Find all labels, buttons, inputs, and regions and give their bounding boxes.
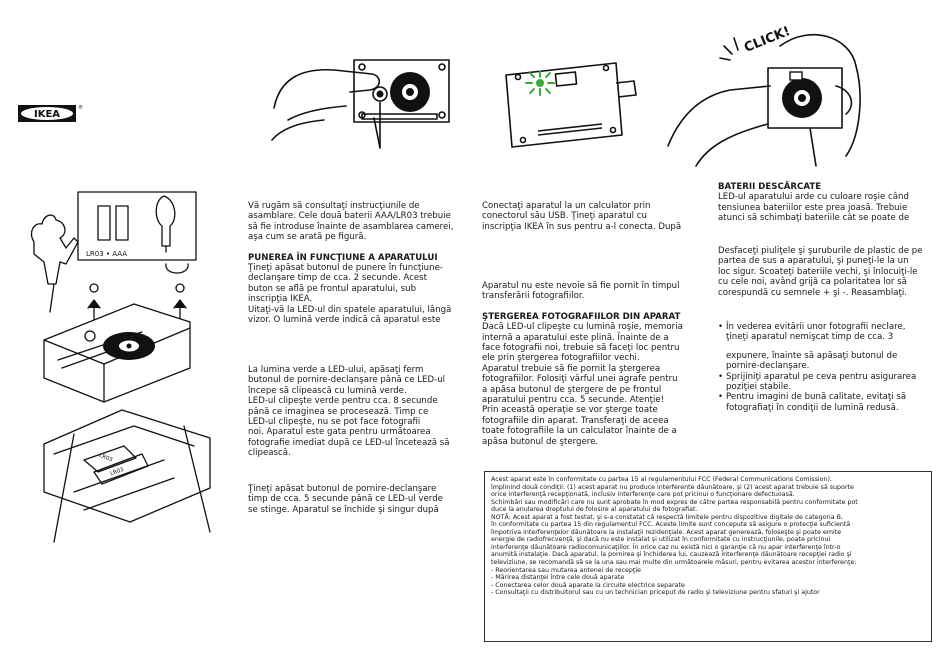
off-text: Ţineţi apăsat butonul de pornire-declanşare timp de cca. 5 secunde până ce LED-ul verde se stinge. Aparatul se închide şi singur după [248, 484, 443, 515]
battery-section [718, 182, 943, 224]
delete-heading: ŞTERGEREA FOTOGRAFIILOR DIN APARAT [482, 311, 681, 322]
tips-section [718, 322, 943, 413]
led-illustration [498, 55, 648, 150]
tip-1: • În vederea evitării unor fotografii neclare, ţineţi aparatul nemişcat timp de cca. 3 [718, 322, 943, 343]
power-heading: PUNEREA ÎN FUNCŢIUNE A APARATULUI [248, 252, 438, 263]
transfer-text: Aparatul nu este nevoie să fie pornit în timpul transferării fotografiilor. [482, 281, 680, 302]
battery-label-1: LR03 [98, 452, 114, 464]
registered-mark: ® [78, 105, 83, 111]
battery-text: LED-ul aparatului arde cu culoare roşie când tensiunea bateriilor este prea joasă. Trebuie atunci să schimbaţi bateriile cât se poate de [718, 192, 910, 224]
power-text: Ţineţi apăsat butonul de punere în funcţiune- declanşare timp de cca. 2 secunde. Acest buton se află pe frontul aparatului, sub inscripţia IKEA. Uitaţi-vă la LED-ul din spatele aparatului, lângă vizor. O lumină verde indică că aparatul este [248, 263, 452, 326]
shoot-section [248, 365, 478, 459]
off-section [248, 484, 478, 515]
taking-photo-illustration [660, 6, 890, 174]
fcc-notice-box [484, 471, 932, 642]
battery-label-2: LR03 [109, 466, 125, 478]
replace-text: Desfaceţi piuliţele şi şuruburile de plastic de pe partea de sus a aparatului, şi puneţi-le la un loc sigur. Scoateţi bateriile vechi, şi înlocuiţi-le cu cele noi, având grijă ca polaritatea lor să corespundă cu semnele + şi -. Reasamblaţi. [718, 246, 923, 298]
tip-1-continued: expunere, înainte să apăsaţi butonul de pornire-declanşare. [726, 350, 898, 372]
column-power [248, 201, 478, 325]
battery-heading: BATERII DESCĂRCATE [718, 182, 822, 192]
column-delete [482, 281, 712, 447]
delete-text: Dacă LED-ul clipeşte cu lumină roşie, memoria internă a aparatului este plină. Înainte de a face fotografii noi, trebuie să faceţi loc pentru ele prin ştergerea fotografiilor vechi. Aparatul trebuie să fie pornit la ştergerea fotografiilor. Folosiţi vârful unei agrafe pentru a apăsa butonul de ştergere de pe frontul aparatului pentru cca. 5 secunde. Atenţie! Prin această operaţie se vor şterge toate fotografiile din aparat. Transferaţi de aceea toate fotografiile la un calculator înainte de a apăsa butonul de ştergere. [482, 322, 683, 447]
shoot-text: La lumina verde a LED-ului, apăsaţi ferm butonul de pornire-declanşare până ce LED-ul începe să clipească cu lumină verde. LED-ul clipeşte verde pentru cca. 8 secunde până ce imaginea se procesează. Timp ce LED-ul clipeşte, nu se pot face fotografii noi. Aparatul este gata pentru următoarea fotografie imediat după ce LED-ul încetează să clipească. [248, 365, 450, 459]
tip-2: • Sprijiniţi aparatul pe ceva pentru asigurarea poziţiei stabile. [718, 372, 943, 393]
intro-text: Vă rugăm să consultaţi instrucţiunile de asamblare. Cele două baterii AAA/LR03 trebuie să fie introduse înainte de asamblarea camerei, aşa cum se arată pe figură. [248, 201, 454, 243]
click-label: CLICK! [742, 23, 793, 56]
connect-section [482, 201, 712, 232]
tip-3: • Pentru imagini de bună calitate, evitaţi să fotografiaţi în condiţii de lumină redusă. [718, 392, 943, 413]
battery-assembly-illustration [14, 192, 224, 544]
logo-text: IKEA [33, 109, 61, 120]
replace-section [718, 246, 943, 298]
fcc-text: Acest aparat este în conformitate cu partea 15 al regulamentului FCC (Federal Communications Comission), împlinind două condiţii: (1) acest aparat nu produce interferente dăunătoare, şi (2) acest aparat trebuie să suporte orice interferenţă recepţionată, inclusiv interferenţe care pot pricinui o funcţionare defectuoasă. Schimbări sau modificări care nu sunt aprobate în mod expres de către partea responsabilă pentru conformitate pot duce la anularea dreptului de folosire al aparatului de fotografiat. NOTĂ: Acest aparat a fost testat, şi s-a constatat că respectă limitele pentru dispozitive digitale de categoria B, în conformitate cu partea 15 din regulamentul FCC. Aceste limite sunt concepute să asigure o protecţie suficientă împotriva interferenţelor dăunătoare la instalaţii rezidenţiale. Acest aparat generează, foloseşte şi poate emite energie de radiofrecvenţă, şi dacă nu este instalat şi utilizat în conformitate cu instrucţiunile, poate pricinui interferenţe dăunătoare radiocomunicaţiilor. În orice caz nu există nici o garanţie că nu apar interferenţe într-o anumită instalaţie. Dacă aparatul, la pornirea şi închiderea lui, cauzează interferenţe dăunătoare recepţiei radio şi televiziune, se recomandă să se la una sau mai multe din următoarele măsuri, pentru evitarea acestor interferenţe: - Reorientarea sau mutarea antenei de recepţie - Mărirea distanţei între cele două aparate - Conectarea celor două aparate la circuite electrice separate - Consultaţii cu distribuitorul sau cu un technician priceput de radio şi televiziune pentru sfaturi şi ajutor [491, 476, 858, 597]
ikea-logo [18, 104, 83, 122]
power-on-illustration [262, 48, 462, 150]
battery-caption: LR03 • AAA [86, 250, 128, 258]
connect-text: Conectaţi aparatul la un calculator prin conectorul său USB. Ţineţi aparatul cu inscripţia IKEA în sus pentru a-l conecta. După [482, 201, 682, 232]
